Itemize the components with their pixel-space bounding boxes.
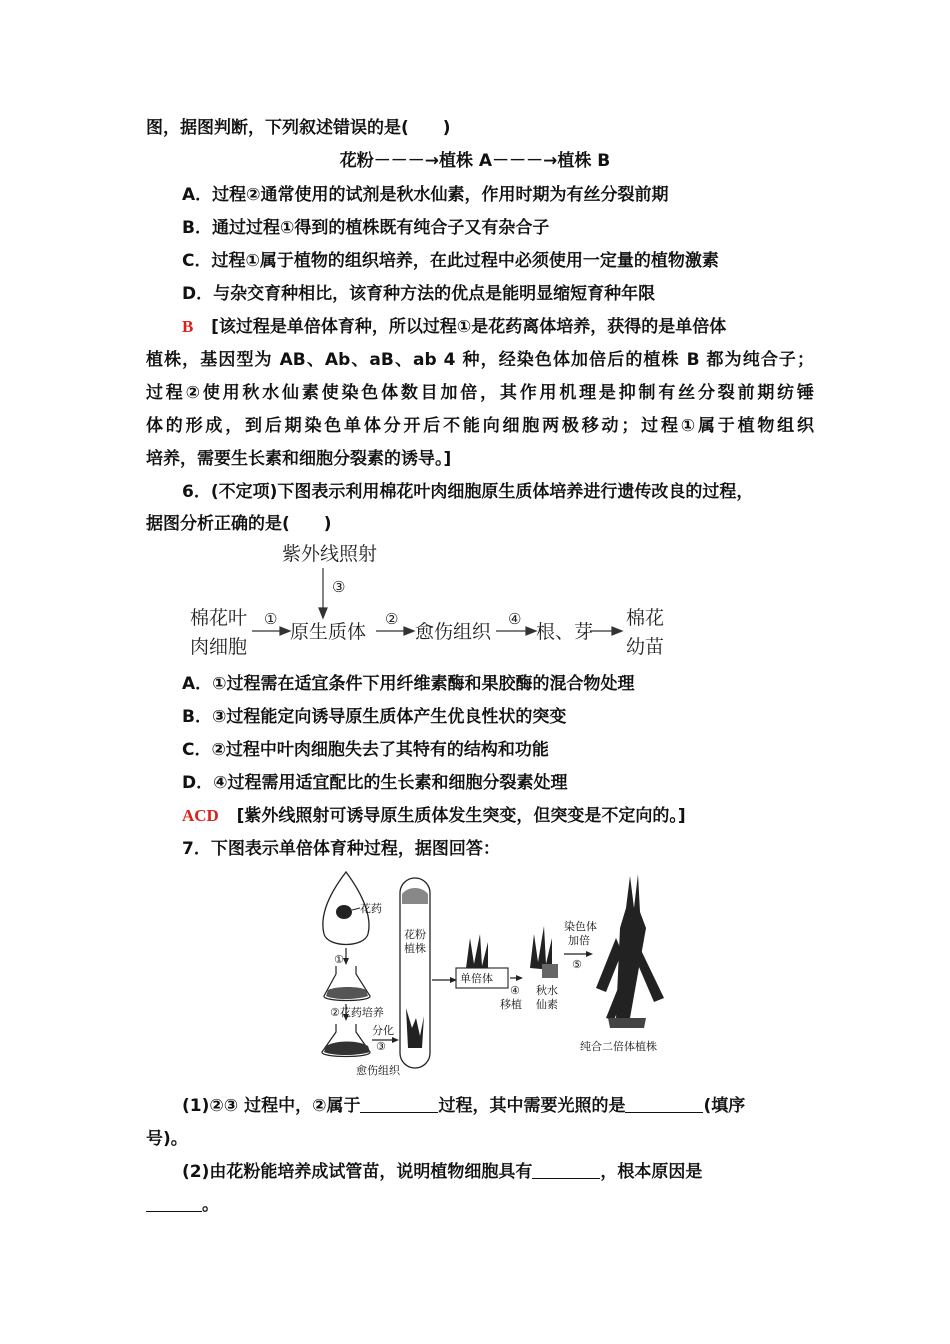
step2-label: ②花药培养 — [330, 1006, 384, 1019]
q6-option-d: D．④过程需用适宜配比的生长素和细胞分裂素处理 — [182, 773, 568, 793]
q6-option-a: A．①过程需在适宜条件下用纤维素酶和果胶酶的混合物处理 — [182, 674, 635, 694]
q7-sub2-part-a: (2)由花粉能培养成试管苗，说明植物细胞具有 — [182, 1162, 533, 1182]
q5-explanation-line-4: 体的形成，到后期染色单体分开后不能向细胞两极移动；过程①属于植物组织 — [146, 416, 814, 436]
anther-shape — [336, 905, 352, 919]
roots-label: 根、芽 — [536, 621, 594, 643]
q5-explanation-line-3: 过程②使用秋水仙素使染色体数目加倍，其作用机理是抑制有丝分裂前期纺锤 — [146, 383, 814, 403]
colchicine-label-line-1: 秋水 — [536, 984, 558, 997]
pollen-label-line-1: 花粉 — [404, 928, 426, 941]
q6-option-b: B．③过程能定向诱导原生质体产生优良性状的突变 — [182, 707, 567, 727]
arrow-3-head — [319, 608, 327, 618]
double-label-line-1: 染色体 — [564, 920, 597, 933]
q7-sub1-line-1 — [182, 1094, 814, 1118]
uv-label: 紫外线照射 — [282, 543, 378, 565]
q7-sub2-part-c: 。 — [202, 1195, 219, 1215]
test-tube-plug — [402, 888, 428, 904]
q5-option-b: B．通过过程①得到的植株既有纯合子又有杂合子 — [182, 218, 550, 238]
q6-explanation — [182, 804, 814, 828]
q7-sub1-part-b: 过程，其中需要光照的是 — [438, 1096, 626, 1116]
arrow-5-head — [612, 627, 622, 635]
answer-blank-totipotency[interactable] — [532, 1160, 600, 1179]
q7-sub1-part-c: (填序 — [703, 1096, 746, 1116]
q5-answer-letter: B — [182, 317, 194, 336]
start-label-line-1: 棉花叶 — [190, 607, 248, 629]
q7-breeding-diagram — [316, 868, 690, 1080]
test-tube-plantlet — [406, 1008, 424, 1048]
end-label-line-1: 棉花 — [626, 607, 665, 629]
double-label-line-2: 加倍 — [568, 934, 590, 947]
transplant-label: 移植 — [500, 998, 522, 1011]
arrow-step3-head — [392, 1037, 399, 1043]
q5-option-d: D．与杂交育种相比，该育种方法的优点是能明显缩短育种年限 — [182, 284, 656, 304]
flask-1-culture — [326, 987, 368, 999]
q6-option-c: C．②过程中叶肉细胞失去了其特有的结构和功能 — [182, 740, 549, 760]
q6-flow-diagram — [190, 538, 680, 664]
q5-explanation-line-2: 植株，基因型为 AB、Ab、aB、ab 4 种，经染色体加倍后的植株 B 都为纯合子； — [146, 350, 814, 370]
q6-explanation-text: [紫外线照射可诱导原生质体发生突变，但突变是不定向的。] — [236, 806, 686, 826]
colchicine-bottle — [542, 964, 558, 978]
q7-stem: 7．下图表示单倍体育种过程，据图回答： — [182, 839, 500, 859]
callus-label: 愈伤组织 — [415, 621, 492, 643]
haploid-plant — [466, 934, 488, 968]
flask-2-callus — [324, 1042, 370, 1056]
q6-flow-svg — [190, 538, 680, 664]
answer-blank-process[interactable] — [360, 1094, 438, 1113]
answer-blank-root-cause[interactable] — [146, 1193, 202, 1212]
diploid-plant-base — [608, 1018, 646, 1028]
answer-blank-light-step[interactable] — [625, 1094, 703, 1113]
end-label-line-2: 幼苗 — [626, 636, 665, 658]
pollen-label-line-2: 植株 — [404, 942, 426, 955]
haploid-label: 单倍体 — [460, 972, 493, 985]
colchicine-label-line-2: 仙素 — [536, 998, 558, 1011]
anther-label: 花药 — [360, 902, 382, 915]
step5-label: ⑤ — [572, 958, 582, 971]
step1-label: ① — [264, 610, 278, 628]
q5-stem: 图，据图判断，下列叙述错误的是( ) — [146, 118, 451, 138]
q6-stem-line-2: 据图分析正确的是( ) — [146, 514, 332, 534]
arrow-4-head — [526, 627, 536, 635]
q7-diagram-svg — [316, 868, 690, 1080]
arrow-step4-head — [516, 975, 523, 981]
q7-sub2-part-b: ，根本原因是 — [600, 1162, 703, 1182]
q5-explanation-line-5: 培养，需要生长素和细胞分裂素的诱导。] — [146, 449, 452, 469]
arrow-step5-head — [586, 951, 593, 957]
result-label: 纯合二倍体植株 — [580, 1040, 657, 1053]
q7-sub2-line-1 — [182, 1160, 814, 1184]
q7-sub1-line-2: 号)。 — [146, 1129, 188, 1149]
start-label-line-2: 肉细胞 — [190, 636, 248, 658]
q5-option-c: C．过程①属于植物的组织培养，在此过程中必须使用一定量的植物激素 — [182, 251, 719, 271]
arrow-2-head — [404, 627, 414, 635]
step3-label: ③ — [332, 578, 346, 596]
divide-label: 分化 — [372, 1024, 394, 1037]
step2-label: ② — [385, 610, 399, 628]
q7-sub1-part-a: (1)②③ 过程中，②属于 — [182, 1096, 361, 1116]
step4-label: ④ — [510, 984, 520, 997]
step3-label: ③ — [376, 1040, 386, 1053]
q5-option-a: A．过程②通常使用的试剂是秋水仙素，作用时期为有丝分裂前期 — [182, 185, 669, 205]
anther-pointer — [352, 908, 360, 910]
q7-sub2-line-2 — [146, 1193, 814, 1217]
callus-label: 愈伤组织 — [356, 1064, 400, 1077]
protoplast-label: 原生质体 — [290, 621, 367, 643]
arrow-step1-head — [343, 958, 349, 965]
q6-answer-letter: ACD — [182, 806, 219, 825]
treated-plant — [530, 926, 552, 970]
q6-stem-line-1: 6．(不定项)下图表示利用棉花叶肉细胞原生质体培养进行遗传改良的过程， — [182, 482, 754, 502]
q5-flow: 花粉－－－→植株 A－－－→植株 B — [339, 151, 611, 171]
step1-label: ① — [334, 953, 344, 966]
step4-label: ④ — [508, 610, 522, 628]
q5-explanation-text: [该过程是单倍体育种，所以过程①是花药离体培养，获得的是单倍体 — [211, 317, 727, 337]
q5-explanation-line-1 — [182, 315, 814, 339]
arrow-1-head — [280, 627, 290, 635]
